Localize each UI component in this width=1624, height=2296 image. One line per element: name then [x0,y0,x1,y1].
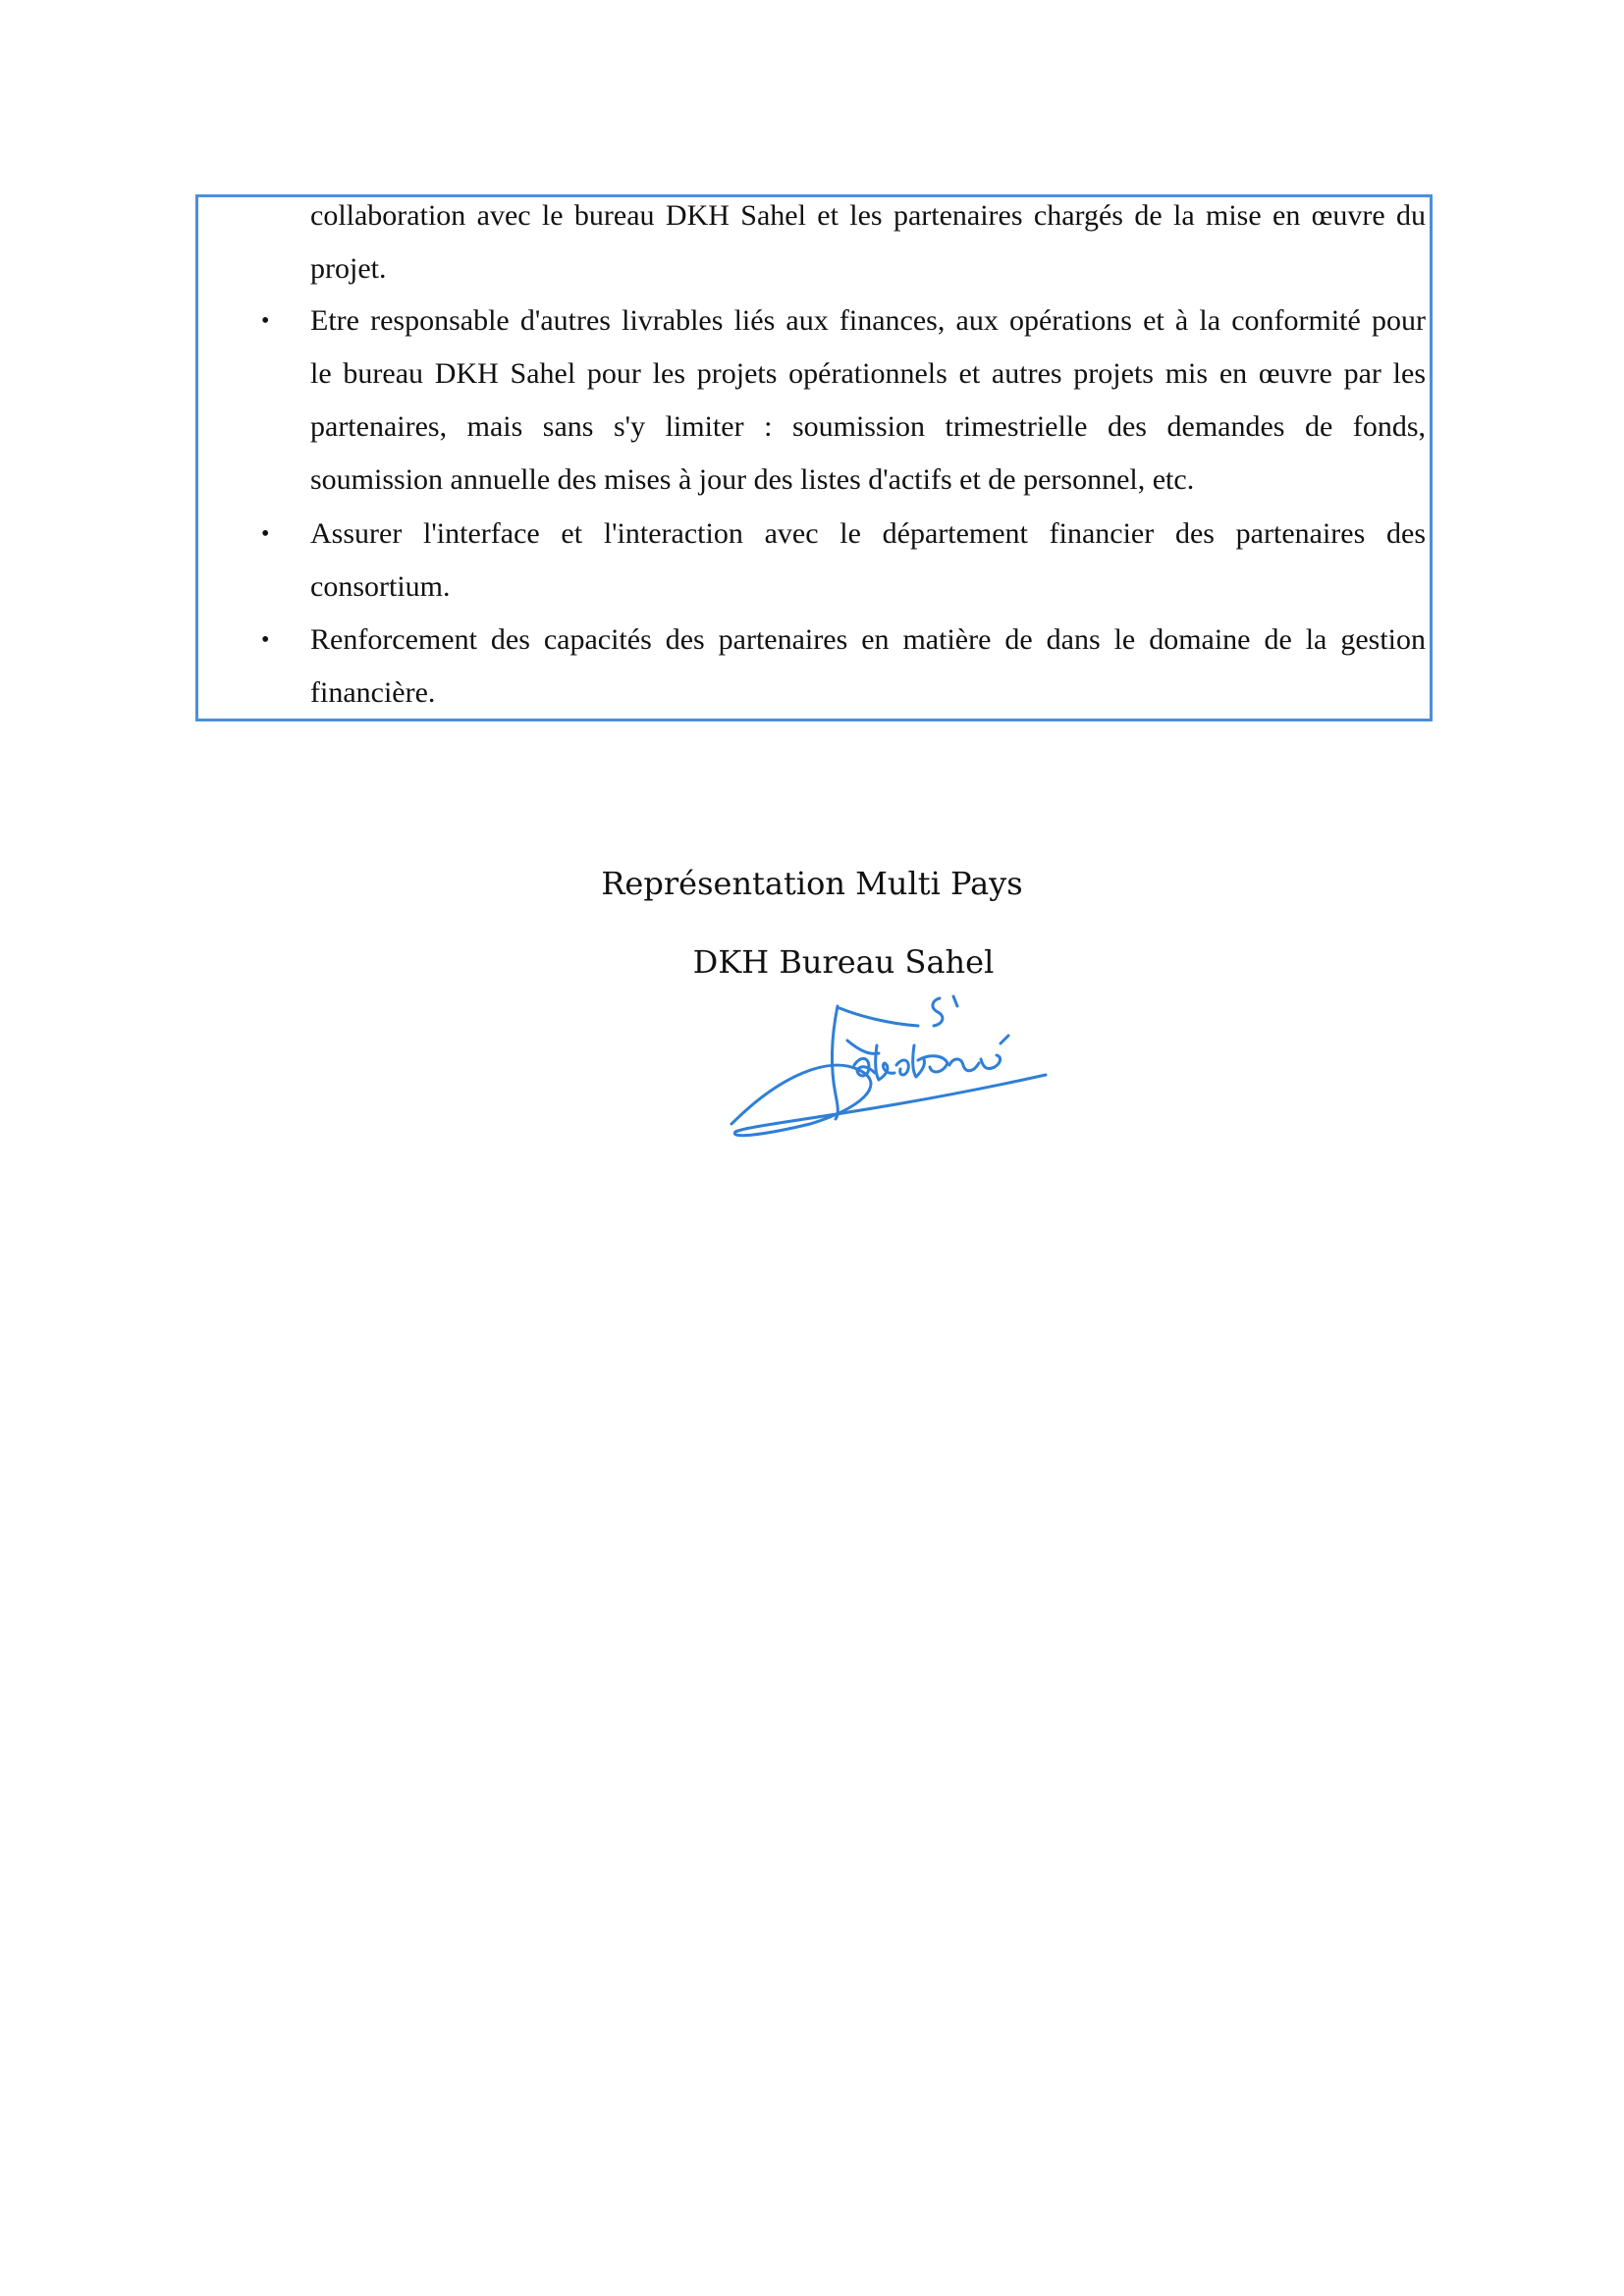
list-item-3-line-0: Renforcement des capacités des partenaires en matière de dans le domaine de la gestion [310,623,1426,656]
bullet-icon: • [261,627,270,653]
list-item-0-line-0: collaboration avec le bureau DKH Sahel et les partenaires chargés de la mise en œuvre du [310,199,1426,232]
list-item-1-line-2: partenaires, mais sans s'y limiter : soumission trimestrielle des demandes de fonds, [310,410,1426,443]
list-item-0-line-1: projet. [310,252,387,285]
list-item-1-line-0: Etre responsable d'autres livrables liés aux finances, aux opérations et à la conformité pour [310,304,1426,337]
office-name: DKH Bureau Sahel [692,943,995,981]
list-item-1-line-3: soumission annuelle des mises à jour des listes d'actifs et de personnel, etc. [310,463,1195,496]
list-item-2-line-0: Assurer l'interface et l'interaction avec le département financier des partenaires des [310,517,1426,550]
list-item-1-line-1: le bureau DKH Sahel pour les projets opérationnels et autres projets mis en œuvre par les [310,357,1426,390]
bullet-icon: • [261,308,270,334]
handwritten-signature [722,987,1056,1153]
organization-title: Représentation Multi Pays [601,865,1023,902]
list-item-2-line-1: consortium. [310,570,451,603]
bullet-icon: • [261,521,270,547]
list-item-3-line-1: financière. [310,676,436,709]
